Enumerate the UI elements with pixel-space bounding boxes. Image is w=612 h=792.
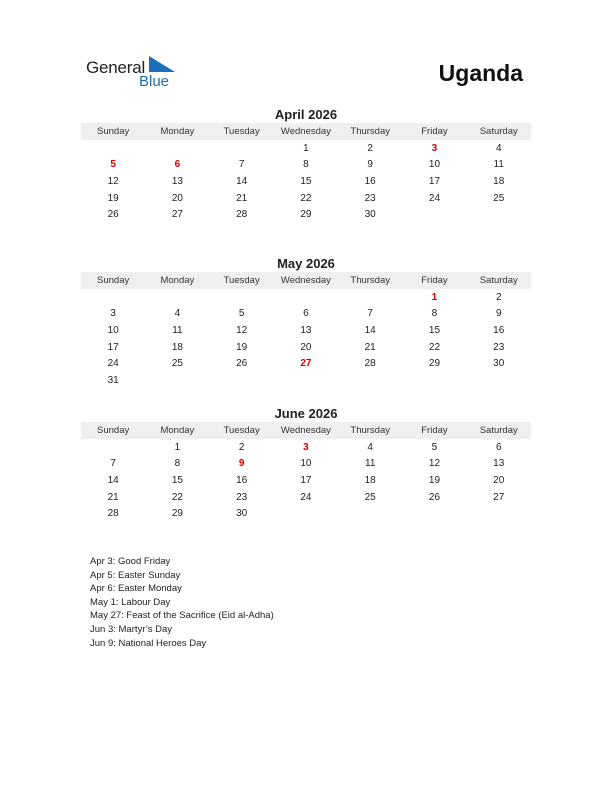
day-cell: 10 [107, 324, 119, 336]
day-cell: 5 [431, 441, 438, 453]
day-cell: 9 [495, 308, 502, 320]
day-cell: 1 [174, 441, 181, 453]
week-row [81, 173, 531, 190]
week-row [81, 306, 531, 323]
day-cell: 12 [107, 175, 119, 187]
holiday-item: Jun 9: National Heroes Day [90, 637, 207, 649]
generalblue-logo [86, 56, 186, 92]
day-cell: 27 [493, 491, 505, 503]
day-cell: 18 [364, 474, 376, 486]
week-row [81, 439, 531, 456]
day-cell: 30 [364, 209, 376, 221]
day-cell: 19 [236, 341, 248, 353]
day-cell: 20 [171, 192, 183, 204]
day-cell: 5 [110, 159, 116, 171]
weekday-label: Thursday [350, 275, 390, 286]
weekday-label: Thursday [350, 425, 390, 436]
day-cell: 28 [236, 209, 248, 221]
day-cell: 16 [493, 324, 505, 336]
weekday-label: Monday [160, 425, 195, 436]
month-april [81, 106, 531, 223]
weekday-header [81, 123, 531, 140]
month-title: April 2026 [274, 107, 338, 122]
day-cell: 24 [300, 491, 312, 503]
weekday-label: Sunday [97, 126, 130, 137]
weekday-header [81, 272, 531, 289]
day-cell: 17 [428, 175, 441, 187]
weekday-label: Friday [421, 425, 448, 436]
day-cell: 15 [428, 324, 441, 336]
week-row [81, 289, 531, 306]
weekday-label: Wednesday [280, 126, 331, 137]
day-cell: 23 [364, 192, 376, 204]
day-cell: 19 [428, 474, 441, 486]
day-cell: 22 [171, 491, 183, 503]
day-cell: 4 [495, 142, 502, 154]
day-cell: 12 [428, 458, 441, 470]
day-cell: 1 [431, 291, 438, 303]
day-cell: 4 [174, 308, 181, 320]
day-cell: 6 [174, 159, 181, 171]
week-row [81, 339, 531, 356]
day-cell: 26 [428, 491, 441, 503]
day-cell: 17 [107, 341, 119, 353]
day-cell: 22 [428, 341, 441, 353]
week-row [81, 456, 531, 473]
day-cell: 14 [364, 324, 376, 336]
weekday-label: Friday [421, 275, 448, 286]
day-cell: 26 [236, 358, 248, 370]
day-cell: 10 [428, 159, 441, 171]
day-cell: 20 [493, 474, 505, 486]
day-cell: 25 [493, 192, 505, 204]
week-row [81, 206, 531, 223]
logo-triangle-icon [149, 56, 175, 72]
day-cell: 3 [303, 441, 309, 453]
logo-text-blue: Blue [139, 73, 170, 90]
day-cell: 8 [431, 308, 438, 320]
day-cell: 12 [236, 324, 248, 336]
day-cell: 29 [428, 358, 441, 370]
holiday-item: May 27: Feast of the Sacrifice (Eid al-Adha) [90, 610, 274, 622]
holiday-item: Apr 3: Good Friday [90, 556, 171, 567]
country-title: Uganda [438, 60, 523, 86]
day-cell: 11 [172, 324, 183, 336]
day-cell: 21 [364, 341, 376, 353]
day-cell: 16 [236, 474, 248, 486]
day-cell: 22 [300, 192, 312, 204]
day-cell: 1 [303, 142, 309, 154]
month-title: May 2026 [277, 256, 335, 271]
weekday-label: Wednesday [280, 425, 331, 436]
weekday-label: Saturday [479, 425, 518, 436]
day-cell: 7 [367, 308, 373, 320]
day-cell: 23 [236, 491, 248, 503]
weekday-label: Wednesday [280, 275, 331, 286]
holiday-item: Apr 6: Easter Monday [90, 583, 182, 595]
week-row [81, 355, 531, 372]
weekday-label: Sunday [97, 425, 130, 436]
weekday-label: Sunday [97, 275, 130, 286]
day-cell: 17 [300, 474, 312, 486]
day-cell: 14 [107, 474, 119, 486]
day-cell: 5 [238, 308, 245, 320]
month-title: June 2026 [274, 406, 338, 421]
day-cell: 18 [493, 175, 505, 187]
day-cell: 24 [107, 358, 119, 370]
weekday-label: Monday [160, 275, 195, 286]
day-cell: 21 [107, 491, 119, 503]
day-cell: 31 [107, 374, 119, 386]
day-cell: 30 [236, 508, 248, 520]
day-cell: 13 [493, 458, 505, 470]
day-cell: 8 [303, 159, 309, 171]
weekday-label: Saturday [479, 126, 518, 137]
day-cell: 7 [110, 458, 116, 470]
day-cell: 7 [238, 159, 245, 171]
day-cell: 8 [174, 458, 181, 470]
day-cell: 24 [428, 192, 441, 204]
weekday-header [81, 422, 531, 439]
day-cell: 10 [300, 458, 312, 470]
weekday-label: Thursday [350, 126, 390, 137]
day-cell: 9 [238, 458, 245, 470]
holiday-item: Jun 3: Martyr’s Day [90, 623, 173, 635]
weekday-label: Monday [160, 126, 195, 137]
day-cell: 13 [300, 324, 312, 336]
day-cell: 29 [171, 508, 183, 520]
day-cell: 2 [238, 441, 245, 453]
day-cell: 3 [431, 142, 438, 154]
day-cell: 16 [364, 175, 376, 187]
weekday-label: Saturday [479, 275, 518, 286]
day-cell: 15 [171, 474, 183, 486]
day-cell: 28 [364, 358, 376, 370]
day-cell: 13 [171, 175, 183, 187]
week-row [81, 140, 531, 157]
holiday-list [90, 555, 274, 650]
day-cell: 27 [300, 358, 312, 370]
day-cell: 23 [493, 341, 505, 353]
day-cell: 29 [300, 209, 312, 221]
day-cell: 19 [107, 192, 119, 204]
day-cell: 25 [171, 358, 183, 370]
day-cell: 20 [300, 341, 312, 353]
week-row [81, 372, 531, 389]
weekday-label: Friday [421, 126, 448, 137]
day-cell: 18 [171, 341, 183, 353]
day-cell: 26 [107, 209, 119, 221]
holiday-item: May 1: Labour Day [90, 596, 171, 608]
week-row [81, 322, 531, 339]
day-cell: 11 [493, 159, 504, 171]
day-cell: 6 [495, 441, 502, 453]
day-cell: 25 [364, 491, 376, 503]
day-cell: 2 [495, 291, 502, 303]
day-cell: 14 [236, 175, 248, 187]
day-cell: 11 [365, 458, 376, 470]
week-row [81, 505, 531, 522]
day-cell: 2 [367, 142, 373, 154]
day-cell: 6 [303, 308, 309, 320]
weekday-label: Tuesday [223, 425, 260, 436]
week-row [81, 157, 531, 174]
day-cell: 27 [171, 209, 183, 221]
day-cell: 3 [110, 308, 116, 320]
day-cell: 21 [236, 192, 248, 204]
day-cell: 4 [367, 441, 373, 453]
week-row [81, 489, 531, 506]
weekday-label: Tuesday [223, 126, 260, 137]
week-row [81, 190, 531, 207]
month-may [81, 255, 531, 389]
logo-text-general: General [86, 58, 146, 77]
weekday-label: Tuesday [223, 275, 260, 286]
day-cell: 30 [493, 358, 505, 370]
day-cell: 28 [107, 508, 119, 520]
day-cell: 15 [300, 175, 312, 187]
week-row [81, 472, 531, 489]
day-cell: 9 [367, 159, 373, 171]
month-june [81, 405, 531, 522]
holiday-item: Apr 5: Easter Sunday [90, 569, 181, 581]
